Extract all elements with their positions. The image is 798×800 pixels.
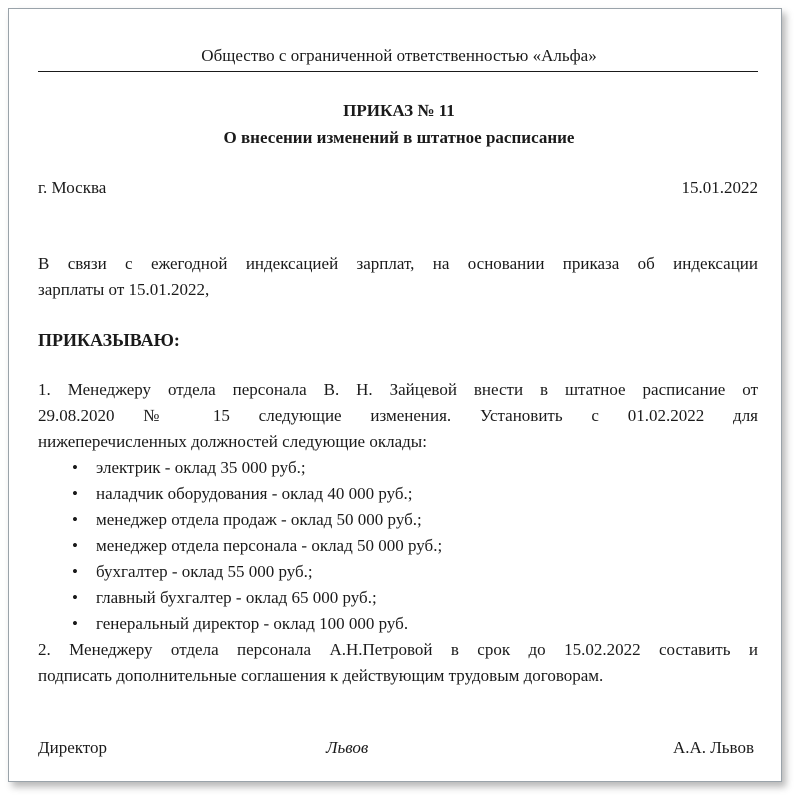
salary-item [72,458,306,478]
order-directive: ПРИКАЗЫВАЮ: [38,330,180,350]
salary-text: генеральный директор - оклад 100 000 руб. [96,614,409,633]
bullet-icon: • [72,484,78,503]
bullet-icon: • [72,588,78,607]
preamble-line-2: зарплаты от 15.01.2022, [38,280,210,299]
order-date: 15.01.2022 [681,178,758,197]
item2-line-1: 2. Менеджеру отдела персонала А.Н.Петровой в срок до 15.02.2022 составить и [38,640,758,659]
salary-text: менеджер отдела продаж - оклад 50 000 руб.; [96,510,422,529]
item1-line-2: 29.08.2020 № 15 следующие изменения. Установить с 01.02.2022 для [38,406,758,425]
order-subject: О внесении изменений в штатное расписание [223,128,575,147]
salary-item [72,588,377,608]
item1-line-3: нижеперечисленных должностей следующие оклады: [38,432,427,451]
organization-name: Общество с ограниченной ответственностью «Альфа» [201,46,597,65]
salary-item [72,536,442,556]
bullet-icon: • [72,510,78,529]
signature-role: Директор [38,738,107,757]
bullet-icon: • [72,536,78,555]
salary-item [72,562,313,582]
item1-line-1: 1. Менеджеру отдела персонала В. Н. Зайцевой внести в штатное расписание от [38,380,758,399]
salary-text: электрик - оклад 35 000 руб.; [96,458,306,477]
salary-item [72,614,408,634]
city: г. Москва [38,178,107,197]
salary-item [72,484,413,504]
bullet-icon: • [72,614,78,633]
signature-name: А.А. Львов [672,738,754,757]
salary-text: наладчик оборудования - оклад 40 000 руб.; [96,484,413,503]
signature-handwritten: Львов [326,738,369,757]
bullet-icon: • [72,562,78,581]
salary-text: бухгалтер - оклад 55 000 руб.; [96,562,313,581]
item2-line-2: подписать дополнительные соглашения к действующим трудовым договорам. [38,666,604,685]
header-divider [38,71,758,72]
bullet-icon: • [72,458,78,477]
salary-item [72,510,422,530]
salary-text: главный бухгалтер - оклад 65 000 руб.; [96,588,377,607]
preamble-line-1: В связи с ежегодной индексацией зарплат, на основании приказа об индексации [38,254,758,273]
order-title: ПРИКАЗ № 11 [343,101,455,120]
salary-text: менеджер отдела персонала - оклад 50 000 руб.; [96,536,443,555]
